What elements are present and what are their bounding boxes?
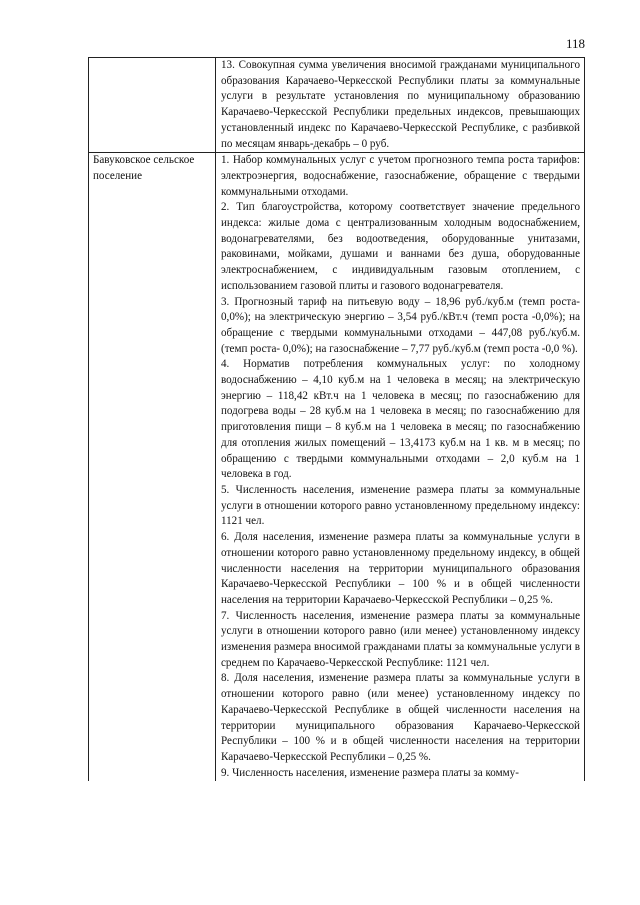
paragraph-8: 8. Доля населения, изменение размера платы за коммунальные услуги в отношении которого равно (или менее) установленному индексу по Карачаево-Черкесской Республике в общей численности населения на территории муниципального образования Карачаево-Черкесской Республики – 100 % и в общей численности населения на территории Карачаево-Черкесской Республики – 0,25 %. [221,672,580,763]
paragraph-9: 9. Численность населения, изменение размера платы за комму- [221,766,519,779]
table-row [89,153,585,782]
paragraph-3: 3. Прогнозный тариф на питьевую воду – 18,96 руб./куб.м (темп роста- 0,0%); на электрическую энергию – 3,54 руб./кВт.ч (темп роста -0,0%); на обращение с твердыми коммунальными отходами – 447,08 руб./куб.м. (темп роста- 0,0%); на газоснабжение – 7,77 руб./куб.м (темп роста -0,0 %). [221,295,580,355]
settlement-cell [89,58,216,153]
paragraph-2: 2. Тип благоустройства, которому соответствует значение предельного индекса: жилые дома с централизованным холодным водоснабжением, водонагревателями, без водоотведения, оборудованные унитазами, раковинами, мойками, душами и ваннами без душа, оборудованные электроснабжением, с индивидуальным газовым отоплением, с использованием газовой плиты и газового водонагревателя. [221,201,580,292]
paragraph-13: 13. Совокупная сумма увеличения вносимой гражданами муниципального образования Карачаево-Черкесской Республики платы за коммунальные услуги в результате установления по муниципальному образованию Карачаево-Черкесской Республики предельных индексов, превышающих установленный индекс по Карачаево-Черкесской Республике, с разбивкой по месяцам январь-декабрь – 0 руб. [221,59,580,150]
content-cell [216,153,585,782]
content-cell [216,58,585,153]
paragraph-5: 5. Численность населения, изменение размера платы за коммунальные услуги в отношении которого равно установленному предельному индексу: 1121 чел. [221,483,580,528]
indices-table [88,57,585,781]
paragraph-6: 6. Доля населения, изменение размера платы за коммунальные услуги в отношении которого равно установленному предельному индексу, в общей численности населения на территории муниципального образования Карачаево-Черкесской Республики – 100 % и в общей численности населения на территории Карачаево-Черкесской Республики – 0,25 %. [221,531,580,606]
paragraph-7: 7. Численность населения, изменение размера платы за коммунальные услуги в отношении которого равно (или менее) установленному индексу изменения размера вносимой гражданами платы за коммунальные услуги в среднем по Карачаево-Черкесской Республике: 1121 чел. [221,609,580,669]
paragraph-1: 1. Набор коммунальных услуг с учетом прогнозного темпа роста тарифов: электроэнергия, водоснабжение, газоснабжение, обращение с твердыми коммунальными отходами. [221,154,580,198]
page-number: 118 [566,36,586,51]
paragraph-4: 4. Норматив потребления коммунальных услуг: по холодному водоснабжению – 4,10 куб.м на 1 человека в месяц; на электрическую энергию – 118,42 кВт.ч на 1 человека в месяц; по газоснабжению для подогрева воды – 28 куб.м на 1 человека в месяц; по газоснабжению для приготовления пищи – 8 куб.м на 1 человека в месяц; по газоснабжению для отопления жилых помещений – 13,4173 куб.м на 1 кв. м в месяц; по обращению с твердыми коммунальными отходами – 2,0 куб.м на 1 человека в год. [221,358,580,481]
settlement-cell: Бавуковское сельское поселение [89,153,216,782]
table-row [89,58,585,153]
